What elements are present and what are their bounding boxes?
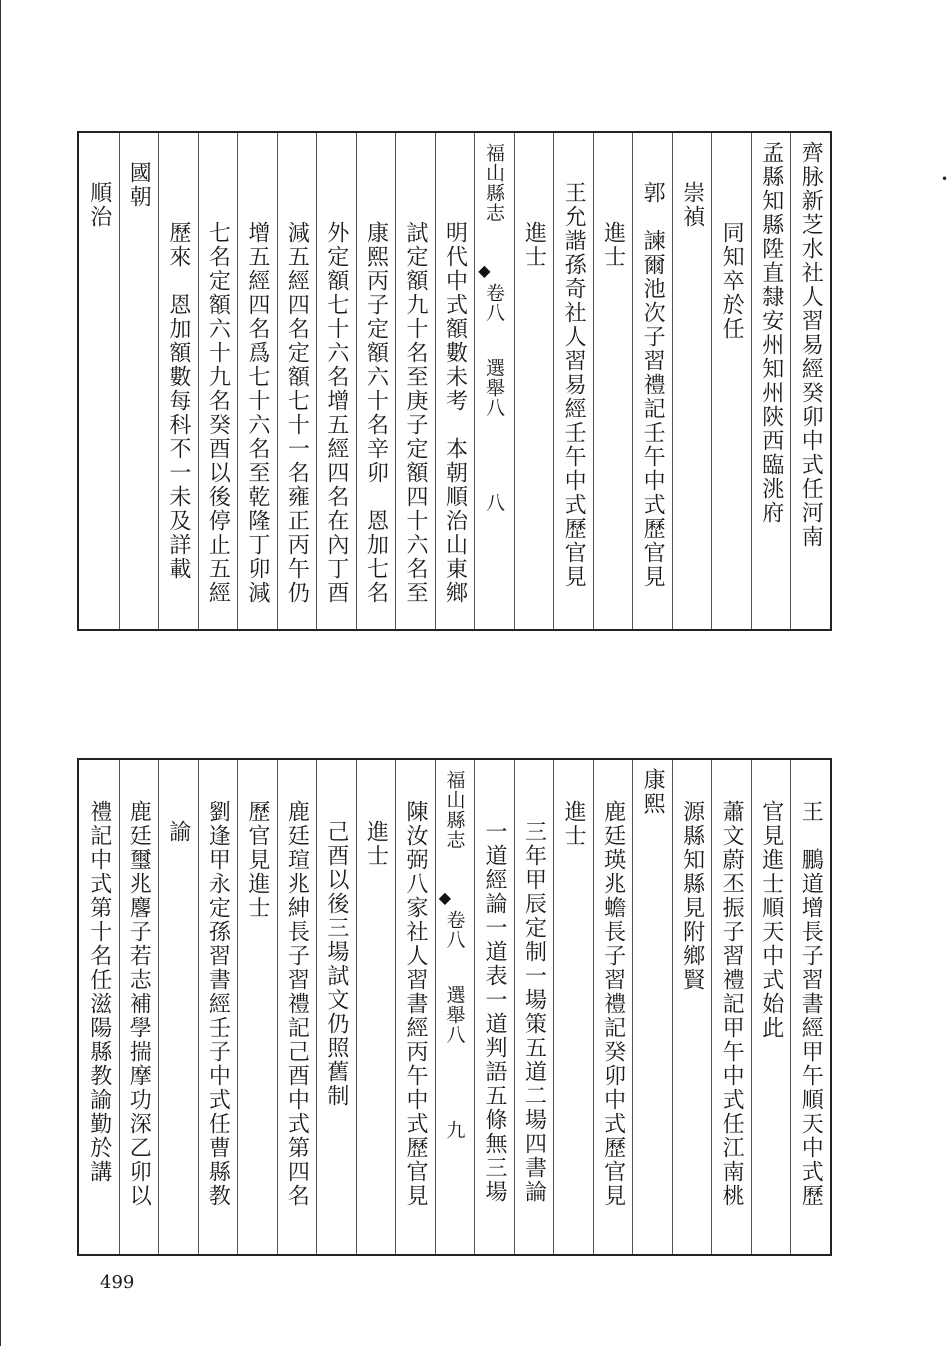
upper-leaf-number: 八 [483, 493, 505, 513]
lower-text-column: 進士 [561, 800, 587, 848]
lower-center-header [435, 760, 475, 1254]
lower-text-column: 諭 [165, 820, 191, 844]
upper-column-rule [277, 133, 278, 629]
upper-text-column: 外定額七十六名增五經四名在內丁酉 [323, 221, 349, 605]
upper-column-rule [474, 133, 475, 629]
lower-text-column: 三年甲辰定制一場策五道二場四書論 [521, 820, 547, 1204]
lower-column-rule [751, 760, 752, 1254]
upper-volume-label: 卷八 [483, 283, 505, 323]
lower-fishtail-mark: ◆ [438, 888, 452, 907]
upper-column-rule [316, 133, 317, 629]
lower-leaf-number: 九 [443, 1120, 466, 1140]
upper-column-rule [395, 133, 396, 629]
lower-column-rule [474, 760, 475, 1254]
lower-column-rule [119, 760, 120, 1254]
upper-text-column: 試定額九十名至庚子定額四十六名至 [402, 221, 428, 605]
lower-column-rule [553, 760, 554, 1254]
upper-text-column: 康熙丙子定額六十名辛卯 恩加七名 [363, 221, 389, 605]
lower-volume-label: 卷八 [443, 910, 466, 950]
lower-text-column: 一道經論一道表一道判語五條無三場 [482, 820, 508, 1204]
upper-text-column: 歷來 恩加額數每科不一未及詳載 [165, 221, 191, 581]
upper-book-title: 福山縣志 [483, 143, 505, 223]
lower-column-rule [316, 760, 317, 1254]
upper-column-rule [790, 133, 791, 629]
upper-text-column: 順治 [86, 181, 112, 229]
lower-column-rule [356, 760, 357, 1254]
upper-text-column: 王允諧孫奇社人習易經壬午中式歷官見 [561, 181, 587, 589]
lower-column-rule [593, 760, 594, 1254]
upper-column-rule [553, 133, 554, 629]
upper-column-rule [237, 133, 238, 629]
upper-column-rule [751, 133, 752, 629]
upper-center-header [474, 133, 514, 629]
upper-text-column: 減五經四名定額七十一名雍正丙午仍 [284, 221, 310, 605]
upper-column-rule [435, 133, 436, 629]
upper-column-rule [198, 133, 199, 629]
page-number: 499 [100, 1272, 135, 1293]
lower-column-rule [632, 760, 633, 1254]
upper-column-rule [514, 133, 515, 629]
upper-column-rule [632, 133, 633, 629]
lower-text-column: 陳汝弼八家社人習書經丙午中式歷官見 [402, 800, 428, 1208]
lower-text-column: 康熙 [640, 768, 666, 816]
upper-text-column: 齊脉新芝水社人習易經癸卯中式任河南 [798, 141, 824, 549]
lower-column-rule [672, 760, 673, 1254]
lower-text-column: 己酉以後三場試文仍照舊制 [323, 820, 349, 1108]
lower-column-rule [395, 760, 396, 1254]
upper-text-column: 孟縣知縣陞直隸安州知州陝西臨洮府 [758, 141, 784, 525]
lower-column-rule [435, 760, 436, 1254]
lower-text-column: 歷官見進士 [244, 800, 270, 920]
upper-section-label: 選舉八 [483, 358, 505, 418]
upper-page-frame [77, 131, 832, 631]
upper-text-column: 進士 [600, 221, 626, 269]
upper-column-rule [672, 133, 673, 629]
upper-text-column: 郭 諫爾池次子習禮記壬午中式歷官見 [640, 181, 666, 589]
lower-column-rule [158, 760, 159, 1254]
upper-text-column: 進士 [521, 221, 547, 269]
lower-text-column: 鹿廷瑄兆紳長子習禮記己酉中式第四名 [284, 800, 310, 1208]
lower-page-frame [77, 758, 832, 1256]
lower-section-label: 選舉八 [443, 985, 466, 1045]
lower-column-rule [711, 760, 712, 1254]
upper-text-column: 同知卒於任 [719, 221, 745, 341]
lower-text-column: 鹿廷瑛兆蟾長子習禮記癸卯中式歷官見 [600, 800, 626, 1208]
lower-text-column: 禮記中式第十名任滋陽縣教諭勤於講 [86, 800, 112, 1184]
margin-mark: • [941, 172, 949, 186]
lower-text-column: 蕭文蔚丕振子習禮記甲午中式任江南桃 [719, 800, 745, 1208]
upper-column-rule [356, 133, 357, 629]
lower-column-rule [237, 760, 238, 1254]
lower-text-column: 劉逢甲永定孫習書經壬子中式任曹縣教 [205, 800, 231, 1208]
page-edge-line [0, 0, 1, 1346]
lower-column-rule [277, 760, 278, 1254]
lower-book-title: 福山縣志 [443, 770, 466, 850]
lower-column-rule [790, 760, 791, 1254]
upper-text-column: 增五經四名爲七十六名至乾隆丁卯減 [244, 221, 270, 605]
upper-column-rule [593, 133, 594, 629]
upper-text-column: 國朝 [126, 161, 152, 209]
lower-text-column: 王 鵬道增長子習書經甲午順天中式歷 [798, 800, 824, 1208]
lower-column-rule [514, 760, 515, 1254]
upper-text-column: 七名定額六十九名癸酉以後停止五經 [205, 221, 231, 605]
upper-column-rule [711, 133, 712, 629]
lower-text-column: 源縣知縣見附鄉賢 [679, 800, 705, 992]
lower-text-column: 官見進士順天中式始此 [758, 800, 784, 1040]
upper-column-rule [119, 133, 120, 629]
upper-text-column: 明代中式額數未考 本朝順治山東鄉 [442, 221, 468, 605]
lower-column-rule [198, 760, 199, 1254]
upper-column-rule [158, 133, 159, 629]
lower-text-column: 鹿廷璽兆麐子若志補學揣摩功深乙卯以 [126, 800, 152, 1208]
upper-fishtail-mark: ◆ [478, 261, 491, 280]
lower-text-column: 進士 [363, 820, 389, 868]
upper-text-column: 崇禎 [679, 181, 705, 229]
